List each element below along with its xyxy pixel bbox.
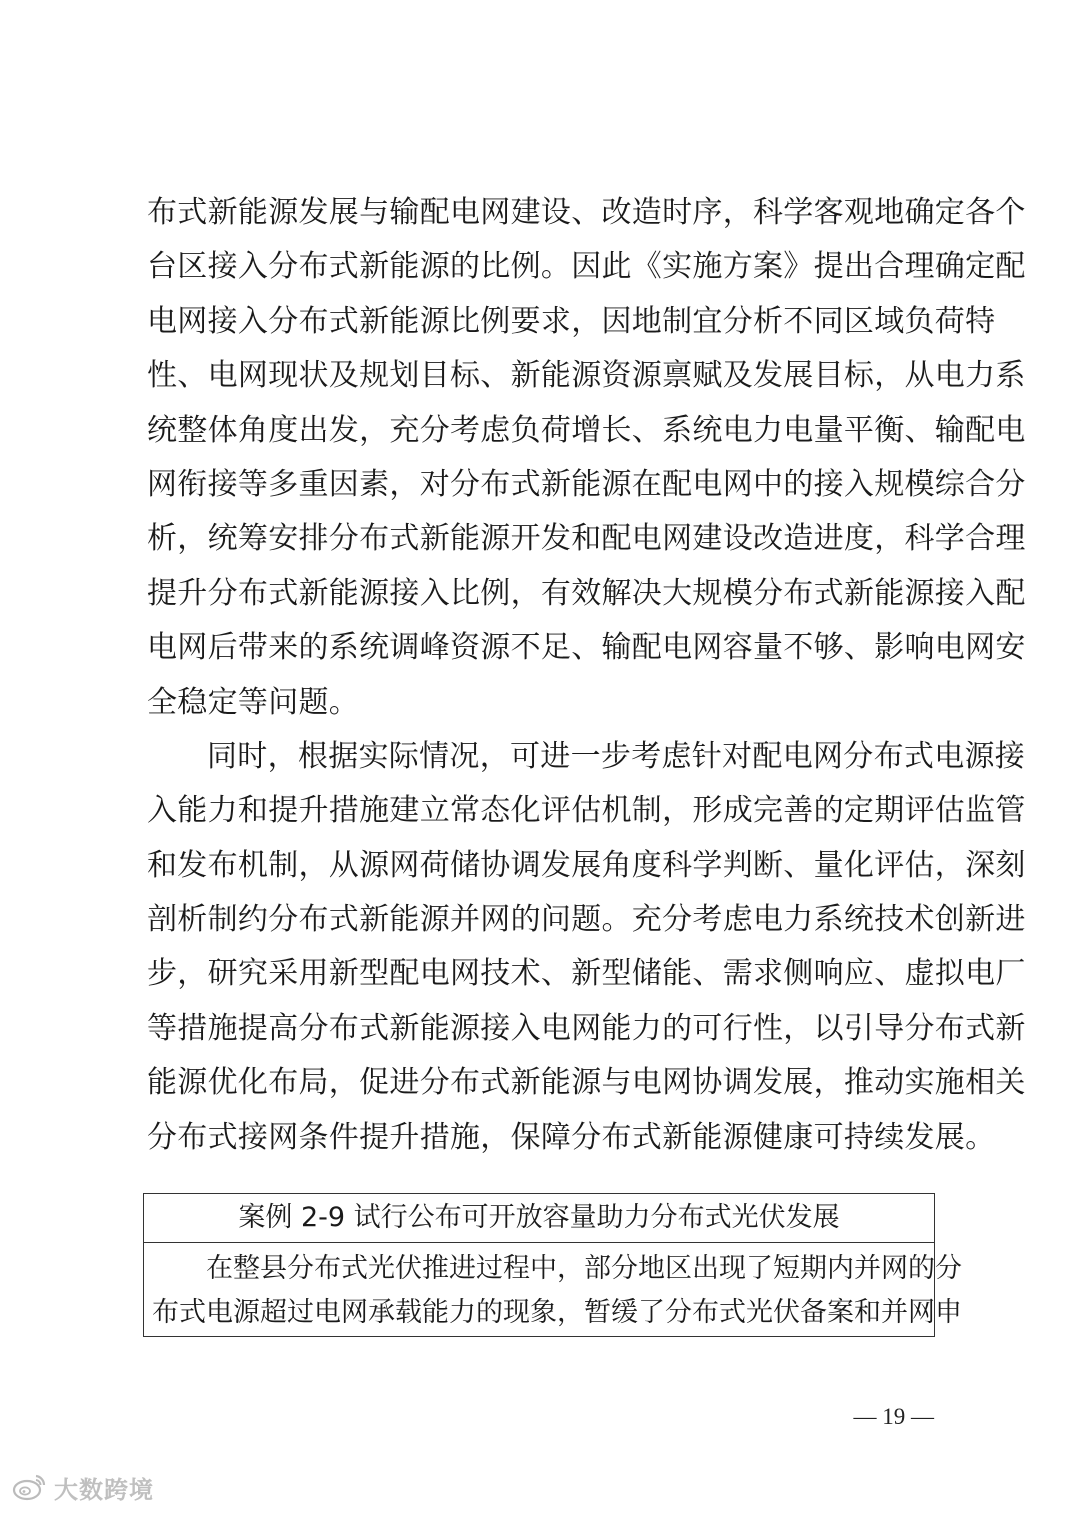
paragraph-line: 入能力和提升措施建立常态化评估机制，形成完善的定期评估监管 [147, 793, 1026, 829]
case-study-line: 布式电源超过电网承载能力的现象，暂缓了分布式光伏备案和并网申 [152, 1297, 962, 1328]
paragraph-line: 统整体角度出发，充分考虑负荷增长、系统电力电量平衡、输配电 [147, 412, 1026, 448]
paragraph-line: 台区接入分布式新能源的比例。因此《实施方案》提出合理确定配 [147, 249, 1026, 285]
paragraph-line: 电网后带来的系统调峰资源不足、输配电网容量不够、影响电网安 [147, 630, 1026, 666]
page-number: — 19 — [853, 1404, 934, 1429]
paragraph-line: 分布式接网条件提升措施，保障分布式新能源健康可持续发展。 [147, 1119, 996, 1155]
paragraph-line: 布式新能源发展与输配电网建设、改造时序，科学客观地确定各个 [147, 195, 1026, 230]
paragraph-line: 性、电网现状及规划目标、新能源资源禀赋及发展目标，从电力系 [147, 358, 1026, 394]
case-study-title: 案例 2-9 试行公布可开放容量助力分布式光伏发展 [144, 1194, 934, 1243]
paragraph-line: 同时，根据实际情况，可进一步考虑针对配电网分布式电源接 [207, 738, 1026, 774]
case-study-body [144, 1243, 962, 1335]
paragraph-line: 步，研究采用新型配电网技术、新型储能、需求侧响应、虚拟电厂 [147, 956, 1026, 992]
paragraph-line: 电网接入分布式新能源比例要求，因地制宜分析不同区域负荷特 [147, 303, 996, 339]
paragraph-line: 全稳定等问题。 [147, 684, 360, 720]
case-study-line: 在整县分布式光伏推进过程中，部分地区出现了短期内并网的分 [206, 1253, 962, 1284]
paragraph-line: 等措施提高分布式新能源接入电网能力的可行性，以引导分布式新 [147, 1010, 1026, 1046]
paragraph-line: 提升分布式新能源接入比例，有效解决大规模分布式新能源接入配 [147, 575, 1026, 611]
body-text [147, 186, 1026, 1165]
weibo-logo-icon [12, 1473, 46, 1501]
watermark-text: 大数跨境 [54, 1475, 154, 1504]
paragraph-line: 能源优化布局，促进分布式新能源与电网协调发展，推动实施相关 [147, 1065, 1026, 1101]
paragraph-line: 析，统筹安排分布式新能源开发和配电网建设改造进度，科学合理 [147, 521, 1026, 557]
paragraph-line: 和发布机制，从源网荷储协调发展角度科学判断、量化评估，深刻 [147, 847, 1026, 883]
case-study-box [143, 1193, 962, 1337]
paragraph-line: 剖析制约分布式新能源并网的问题。充分考虑电力系统技术创新进 [147, 902, 1026, 938]
paragraph-line: 网衔接等多重因素，对分布式新能源在配电网中的接入规模综合分 [147, 466, 1026, 502]
watermark [12, 1467, 154, 1507]
